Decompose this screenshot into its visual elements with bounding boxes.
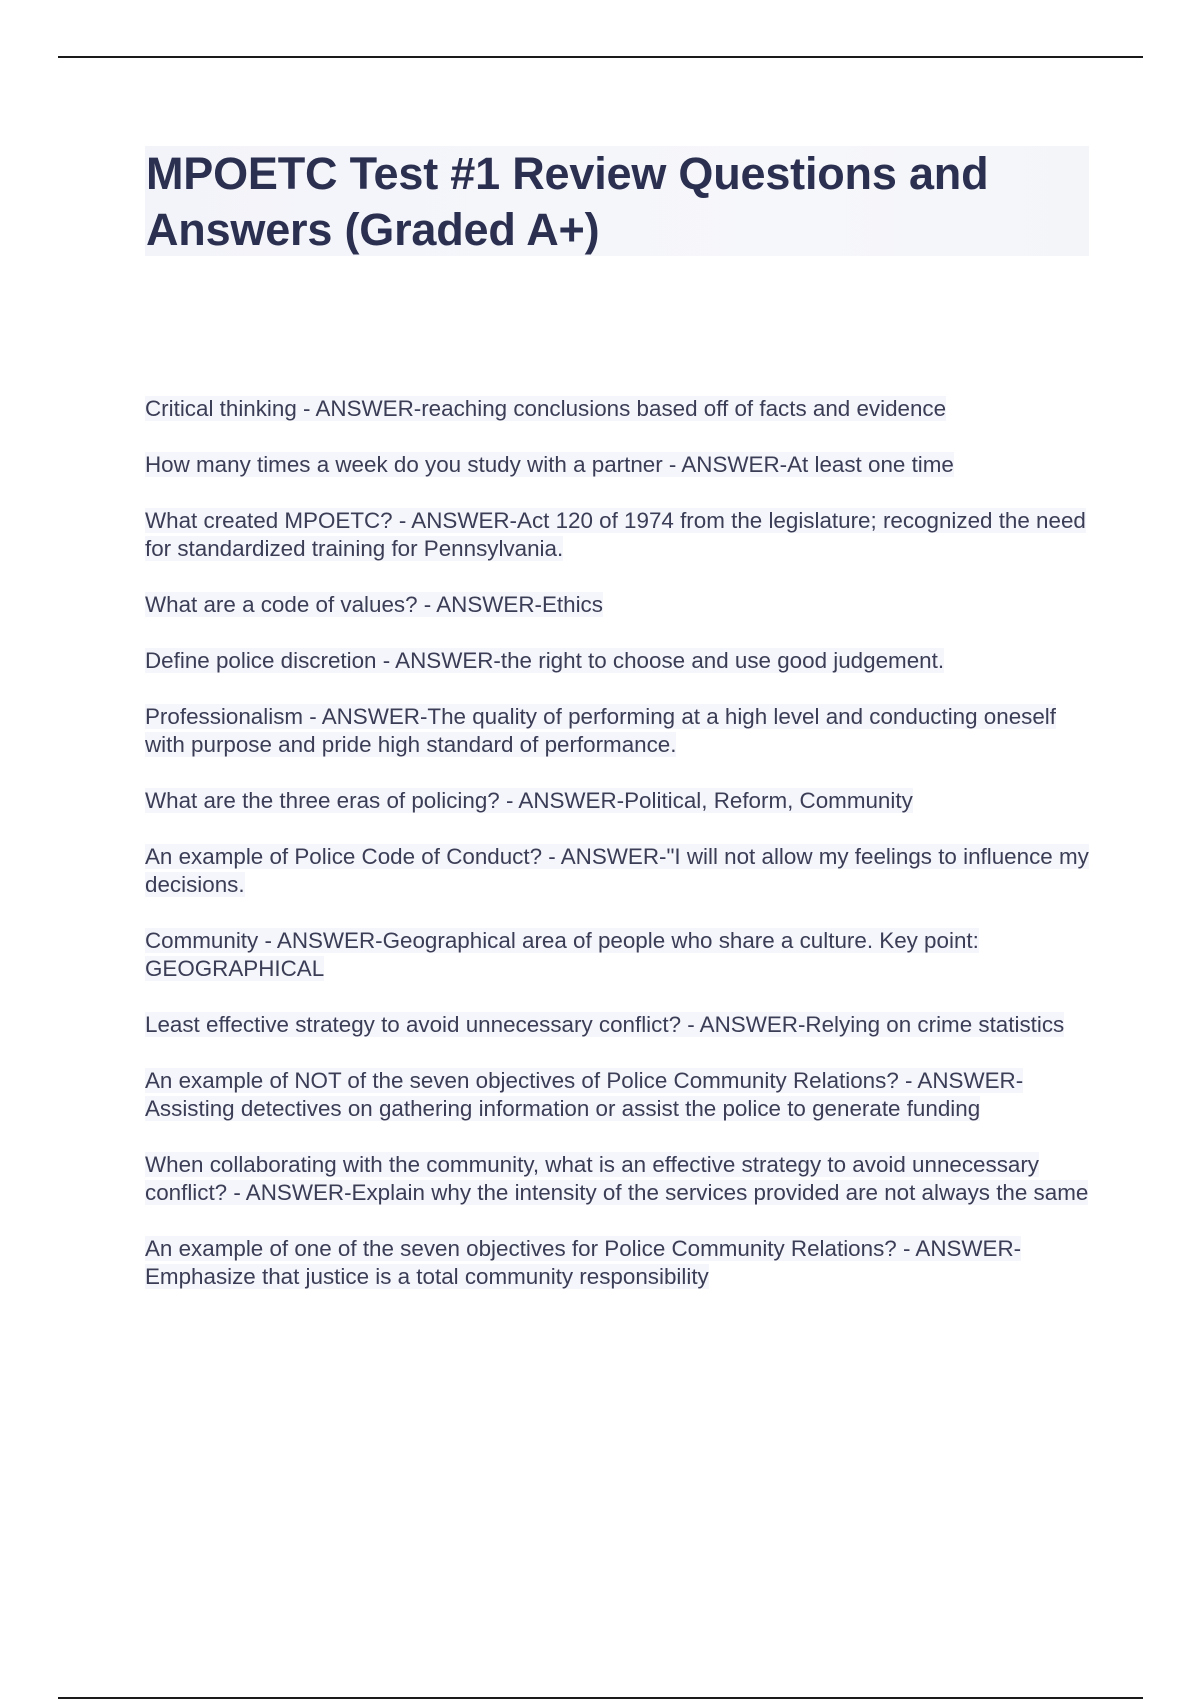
qa-text: What are the three eras of policing? - ANSWER-Political, Reform, Community: [145, 788, 913, 813]
qa-text: An example of NOT of the seven objectives of Police Community Relations? - ANSWER-Assisting detectives on gathering information or assist the police to generate funding: [145, 1068, 1024, 1121]
qa-item-1: [145, 395, 1090, 423]
qa-text: Community - ANSWER-Geographical area of people who share a culture. Key point: GEOGRAPHICAL: [145, 928, 979, 981]
qa-item-13: [145, 1235, 1090, 1291]
qa-text: An example of Police Code of Conduct? - ANSWER-"I will not allow my feelings to influence my decisions.: [145, 844, 1089, 897]
qa-item-8: [145, 843, 1090, 899]
qa-item-5: [145, 647, 1090, 675]
qa-text: What created MPOETC? - ANSWER-Act 120 of 1974 from the legislature; recognized the need for standardized training for Pennsylvania.: [145, 508, 1086, 561]
qa-item-7: [145, 787, 1090, 815]
qa-item-3: [145, 507, 1090, 563]
document-title: MPOETC Test #1 Review Questions and Answers (Graded A+): [146, 148, 989, 255]
qa-item-10: [145, 1011, 1090, 1039]
qa-item-12: [145, 1151, 1090, 1207]
qa-item-6: [145, 703, 1090, 759]
qa-item-9: [145, 927, 1090, 983]
header-rule: [58, 56, 1143, 58]
qa-text: When collaborating with the community, what is an effective strategy to avoid unnecessary conflict? - ANSWER-Explain why the intensity of the services provided are not always the same: [145, 1152, 1089, 1205]
qa-item-4: [145, 591, 1090, 619]
qa-text: What are a code of values? - ANSWER-Ethics: [145, 592, 603, 617]
qa-text: Define police discretion - ANSWER-the right to choose and use good judgement.: [145, 648, 945, 673]
qa-list: [145, 395, 1090, 1319]
qa-text: How many times a week do you study with a partner - ANSWER-At least one time: [145, 452, 954, 477]
qa-text: Professionalism - ANSWER-The quality of performing at a high level and conducting oneself with purpose and pride high standard of performance.: [145, 704, 1057, 757]
qa-text: Least effective strategy to avoid unnecessary conflict? - ANSWER-Relying on crime statistics: [145, 1012, 1065, 1037]
footer-rule: [58, 1697, 1143, 1699]
qa-item-2: [145, 451, 1090, 479]
qa-item-11: [145, 1067, 1090, 1123]
qa-text: An example of one of the seven objectives for Police Community Relations? - ANSWER-Emphasize that justice is a total community responsibility: [145, 1236, 1022, 1289]
qa-text: Critical thinking - ANSWER-reaching conclusions based off of facts and evidence: [145, 396, 947, 421]
